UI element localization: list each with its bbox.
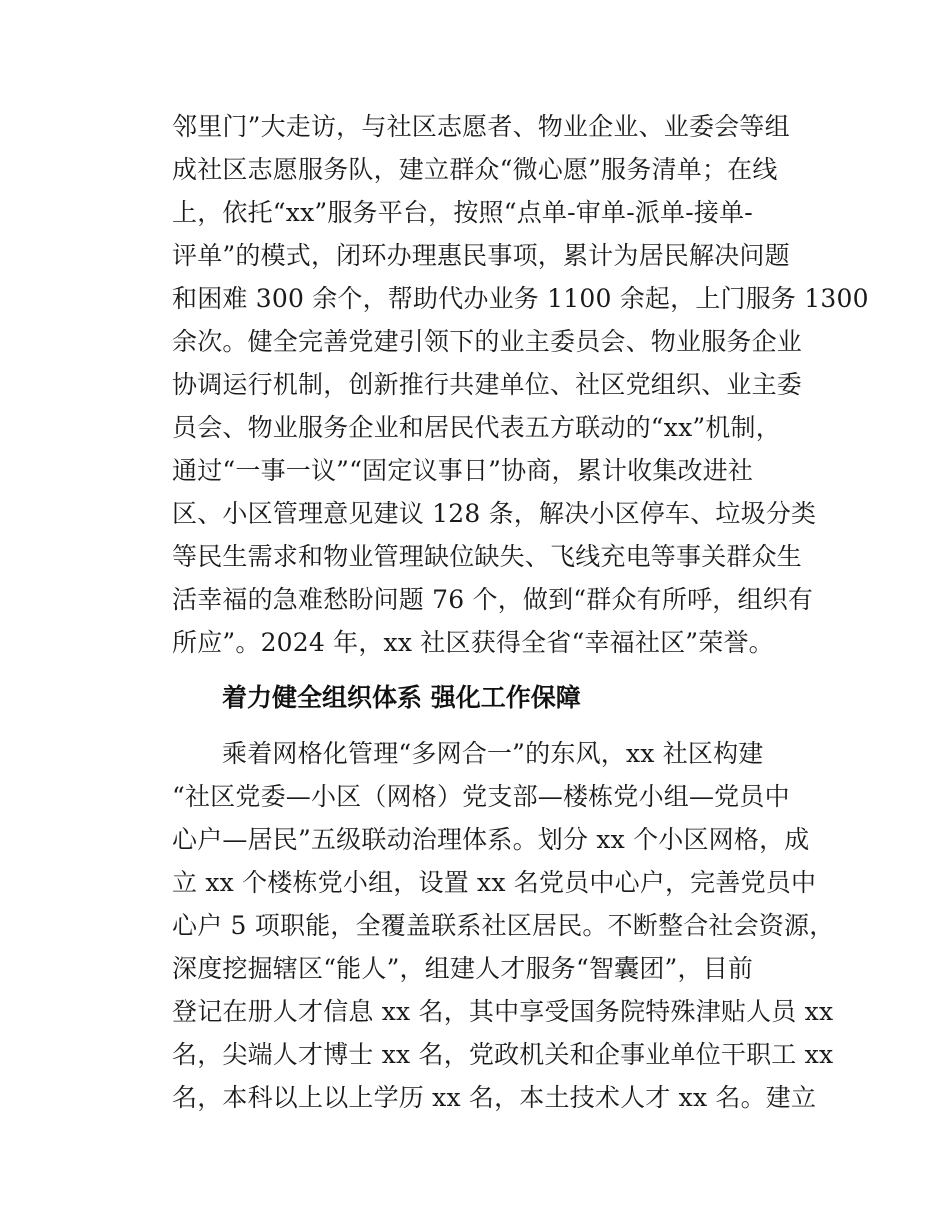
text-line: 员会、物业服务企业和居民代表五方联动的“xx”机制， [172, 413, 781, 442]
text-line: 评单”的模式，闭环办理惠民事项，累计为居民解决问题 [172, 241, 790, 270]
text-line: 成社区志愿服务队，建立群众“微心愿”服务清单；在线 [172, 155, 778, 184]
text-line: 心户 5 项职能，全覆盖联系社区居民。不断整合社会资源， [172, 911, 835, 940]
text-line: 协调运行机制，创新推行共建单位、社区党组织、业主委 [172, 370, 803, 399]
text-line: 名，本科以上以上学历 xx 名，本土技术人才 xx 名。建立 [172, 1083, 817, 1112]
text-line: 名，尖端人才博士 xx 名，党政机关和企事业单位干职工 xx [172, 1040, 834, 1069]
text-line: 深度挖掘辖区“能人”，组建人才服务“智囊团”，目前 [172, 954, 754, 983]
text-line: 区、小区管理意见建议 128 条，解决小区停车、垃圾分类 [172, 499, 817, 528]
text-line: 邻里门”大走访，与社区志愿者、物业企业、业委会等组 [172, 112, 790, 141]
text-line: 乘着网格化管理“多网合一”的东风，xx 社区构建 [222, 739, 764, 768]
text-line: 活幸福的急难愁盼问题 76 个，做到“群众有所呼，组织有 [172, 585, 814, 614]
text-line: 心户—居民”五级联动治理体系。划分 xx 个小区网格，成 [172, 825, 810, 854]
text-line: 所应”。2024 年，xx 社区获得全省“幸福社区”荣誉。 [172, 628, 774, 657]
text-line: 登记在册人才信息 xx 名，其中享受国务院特殊津贴人员 xx [172, 997, 834, 1026]
section-heading: 着力健全组织体系 强化工作保障 [222, 683, 581, 712]
text-line: “社区党委—小区（网格）党支部—楼栋党小组—党员中 [172, 782, 790, 811]
text-line: 和困难 300 余个，帮助代办业务 1100 余起，上门服务 1300 [172, 284, 869, 313]
text-line: 等民生需求和物业管理缺位缺失、飞线充电等事关群众生 [172, 542, 803, 571]
text-line: 通过“一事一议”“固定议事日”协商，累计收集改进社 [172, 456, 754, 485]
text-line: 上，依托“xx”服务平台，按照“点单-审单-派单-接单- [172, 198, 753, 227]
text-line: 立 xx 个楼栋党小组，设置 xx 名党员中心户，完善党员中 [172, 868, 817, 897]
text-line: 余次。健全完善党建引领下的业主委员会、物业服务企业 [172, 327, 803, 356]
